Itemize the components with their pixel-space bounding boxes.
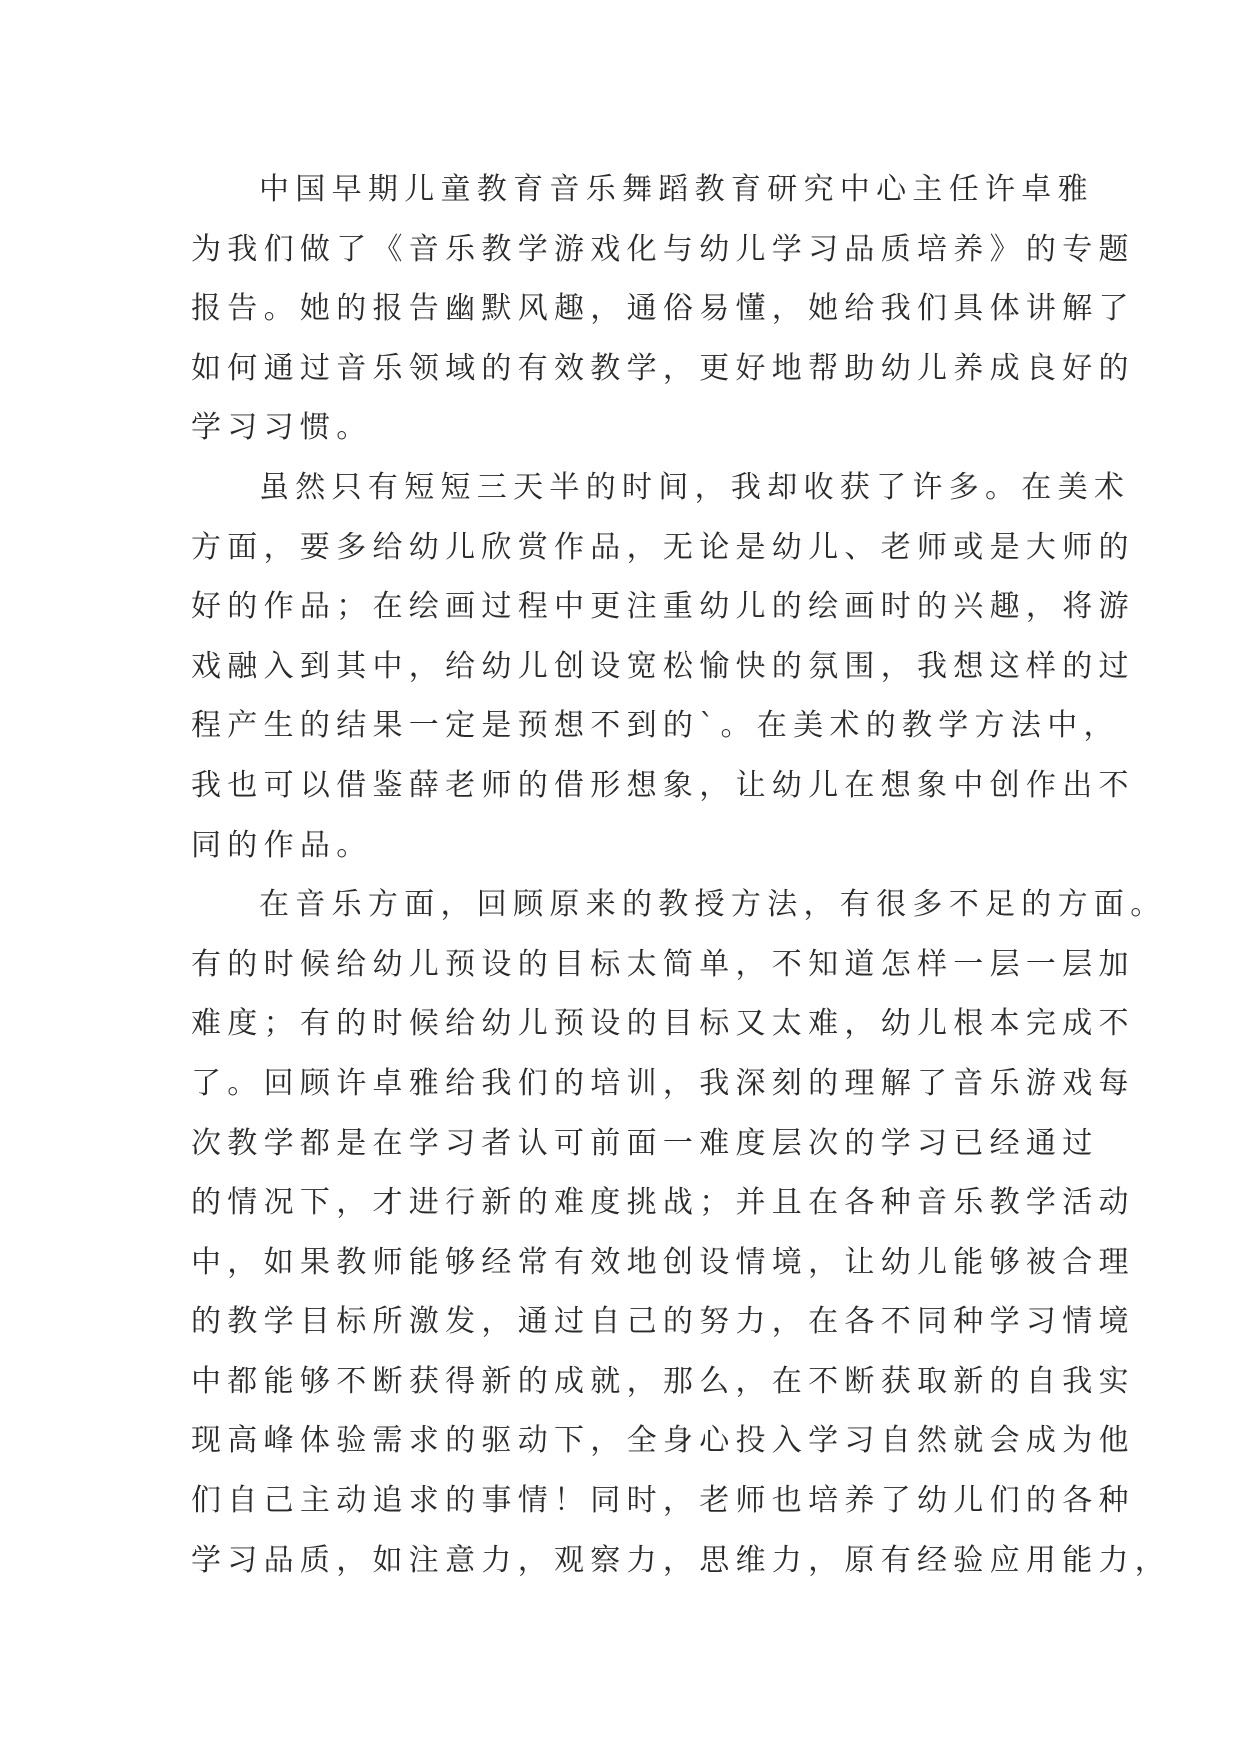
text-line: 现高峰体验需求的驱动下，全身心投入学习自然就会成为他 — [191, 1423, 1135, 1459]
text-line: 的情况下，才进行新的难度挑战；并且在各种音乐教学活动 — [191, 1185, 1135, 1221]
text-line: 们自己主动追求的事情！同时，老师也培养了幼儿们的各种 — [191, 1483, 1135, 1519]
text-line: 了。回顾许卓雅给我们的培训，我深刻的理解了音乐游戏每 — [191, 1065, 1135, 1101]
text-line: 难度；有的时候给幼儿预设的目标又太难，幼儿根本完成不 — [191, 1006, 1135, 1042]
paragraph-music-reflection — [191, 875, 1172, 1590]
text-line: 学习品质，如注意力，观察力，思维力，原有经验应用能力， — [191, 1542, 1172, 1578]
text-line: 报告。她的报告幽默风趣，通俗易懂，她给我们具体讲解了 — [191, 291, 1135, 327]
text-line: 有的时候给幼儿预设的目标太简单，不知道怎样一层一层加 — [191, 946, 1135, 982]
text-line: 如何通过音乐领域的有效教学，更好地帮助幼儿养成良好的 — [191, 350, 1135, 386]
text-line: 方面，要多给幼儿欣赏作品，无论是幼儿、老师或是大师的 — [191, 529, 1135, 565]
text-line: 虽然只有短短三天半的时间，我却收获了许多。在美术 — [259, 469, 1131, 505]
text-line: 次教学都是在学习者认可前面一难度层次的学习已经通过 — [191, 1125, 1099, 1161]
text-line: 的教学目标所激发，通过自己的努力，在各不同种学习情境 — [191, 1304, 1135, 1340]
text-line: 中都能够不断获得新的成就，那么，在不断获取新的自我实 — [191, 1363, 1135, 1399]
text-line: 戏融入到其中，给幼儿创设宽松愉快的氛围，我想这样的过 — [191, 648, 1135, 684]
text-line: 我也可以借鉴薛老师的借形想象，让幼儿在想象中创作出不 — [191, 767, 1135, 803]
text-line: 学习习惯。 — [191, 410, 373, 446]
text-line: 为我们做了《音乐教学游戏化与幼儿学习品质培养》的专题 — [191, 231, 1135, 267]
text-line: 中，如果教师能够经常有效地创设情境，让幼儿能够被合理 — [191, 1244, 1135, 1280]
paragraph-art-gains — [191, 458, 1135, 875]
text-line: 好的作品；在绘画过程中更注重幼儿的绘画时的兴趣，将游 — [191, 589, 1135, 625]
text-line: 同的作品。 — [191, 827, 373, 863]
text-line: 在音乐方面，回顾原来的教授方法，有很多不足的方面。 — [259, 887, 1167, 923]
paragraph-report-intro — [191, 160, 1135, 458]
document-body — [191, 160, 1172, 1590]
text-line: 中国早期儿童教育音乐舞蹈教育研究中心主任许卓雅 — [259, 172, 1094, 207]
text-line: 程产生的结果一定是预想不到的`。在美术的教学方法中， — [191, 708, 1120, 744]
